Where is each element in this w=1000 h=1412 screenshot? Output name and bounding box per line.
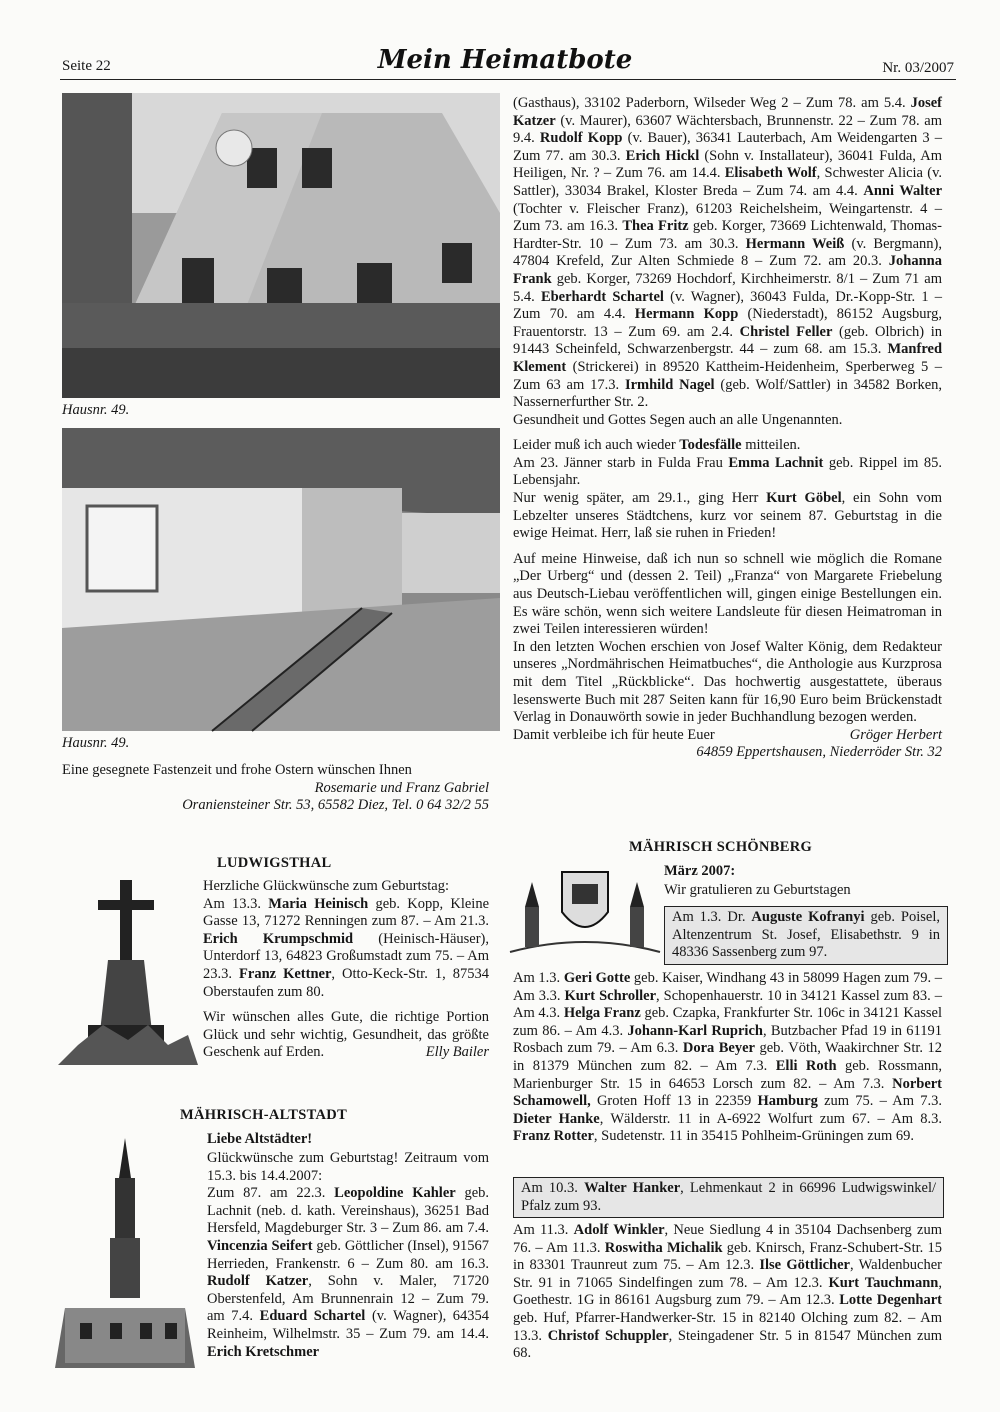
altstadt-heading: MÄHRISCH-ALTSTADT: [180, 1107, 348, 1123]
schoenberg-intro: Wir gratulieren zu Geburtstagen: [664, 882, 851, 898]
issue-number: Nr. 03/2007: [882, 60, 954, 76]
crucifix-illustration: [58, 875, 198, 1070]
highlight-box-kofranyi: Am 1.3. Dr. Auguste Kofranyi geb. Poisel, Altenzentrum St. Josef, Elisabethstr. 9 in 48336 Sassenberg zum 97.: [664, 906, 948, 965]
greeting-address: Oraniensteiner Str. 53, 65582 Diez, Tel. 0 64 32/2 55: [182, 797, 489, 814]
right-column-article: [513, 95, 942, 762]
death-notices: Leider muß ich auch wieder Todesfälle mitteilen. Am 23. Jänner starb in Fulda Frau Emma Lachnit geb. Rippel im 85. Lebensjahr. Nur wenig später, am 29.1., ging Herr Kurt Göbel, ein Sohn vom Lebzelter unseres Städtchens, kurz vor seinem 87. Geburtstag in die ewige Heimat. Herr, laß sie ruhen in Frieden!: [513, 437, 943, 542]
photo-caption-2: Hausnr. 49.: [62, 735, 130, 751]
easter-greeting: [62, 762, 489, 815]
page-number: Seite 22: [62, 58, 111, 74]
schoenberg-heading: MÄHRISCH SCHÖNBERG: [629, 839, 813, 855]
ludwigsthal-article: [203, 878, 489, 1070]
altstadt-article: [207, 1150, 489, 1369]
house-photo-2: [62, 428, 500, 731]
ludwigsthal-birthdays: Am 13.3. Maria Heinisch geb. Kopp, Kleine Gasse 13, 71272 Renningen zum 87. – Am 21.3. Erich Krumpschmid (Heinisch-Häuser), Unterdorf 13, 64823 Großumstadt zum 75. – Am 23.3. Franz Kettner, Otto-Keck-Str. 1, 87534 Oberstaufen zum 80.: [203, 895, 490, 1000]
signature-address: 64859 Eppertshausen, Niederröder Str. 32: [696, 744, 942, 761]
book-paragraph: In den letzten Wochen erschien von Josef Walter König, dem Redakteur unseres „Nordmährischen Heimatbuches“, die Anthologie aus Kurzprosa mit dem Titel „Rückblicke“. Das hochwertig ausgestattete, überaus lesenswerte Buch mit 287 Seiten kann für 16,90 Euro beim Brückenstadt Verlag in Donauwörth sowie in jeder Buchhandlung bezogen werden.: [513, 638, 942, 726]
novel-paragraph: Auf meine Hinweise, daß ich nun so schnell wie möglich die Romane „Der Urberg“ und (dessen 2. Teil) „Franza“ von Margarete Friebelung aus Deutsch-Liebau veröffentlichen will, gingen einige Bestellungen ein. Es wäre schön, wenn sich weitere Landsleute für diesen Heimatroman in zwei Teilen interessieren würden!: [513, 550, 942, 638]
header-rule: [60, 79, 956, 80]
greeting-names: Rosemarie und Franz Gabriel: [314, 779, 489, 796]
altstadt-subheading: Liebe Altstädter!: [207, 1131, 313, 1147]
house-photo-1: [62, 93, 500, 398]
schoenberg-subheading: März 2007:: [664, 863, 736, 879]
ludwigsthal-heading: LUDWIGSTHAL: [217, 855, 332, 871]
signature-line: Damit verbleibe ich für heute Euer Gröger Herbert: [513, 726, 942, 743]
greeting-text: Eine gesegnete Fastenzeit und frohe Ostern wünschen Ihnen: [62, 762, 412, 778]
highlight-box-hanker: Am 10.3. Walter Hanker, Lehmenkaut 2 in 66996 Ludwigswinkel/ Pfalz zum 93.: [513, 1177, 944, 1218]
birthday-list-continued: (Gasthaus), 33102 Paderborn, Wilseder Weg 2 – Zum 78. am 5.4. Josef Katzer (v. Maurer), 63607 Wächtersbach, Brunnenstr. 22 – Zum 78. am 9.4. Rudolf Kopp (v. Bauer), 36341 Lauterbach, Am Weidengarten 3 – Zum 77. am 30.3. Erich Hickl (Sohn v. Installateur), 36041 Fulda, Am Heiligen, Nr. ? – Zum 76. am 14.4. Elisabeth Wolf, Schwester Alicia (v. Sattler), 33034 Brakel, Kloster Breda – Zum 74. am 4.4. Anni Walter (Tochter v. Fleischer Franz), 61203 Reichelsheim, Weingartenstr. 4 – Zum 73. am 16.3. Thea Fritz geb. Korger, 73669 Lichtenwald, Thomas-Hardter-Str. 10 – Zum 73. am 30.3. Hermann Weiß (v. Bergmann), 47804 Krefeld, Zur Alten Schmiede 8 – Zum 72. am 20.3. Johanna Frank geb. Korger, 73269 Hochdorf, Kirchheimerstr. 8/1 – Zum 71 am 5.4. Eberhardt Schartel (v. Wagner), 36043 Fulda, Dr.-Kopp-Str. 1 – Zum 70. am 4.4. Hermann Kopp (Niederstadt), 86152 Augsburg, Frauentorstr. 13 – Zum 69. am 2.4. Christel Feller (geb. Olbrich) in 91443 Scheinfeld, Schwarzenbergstr. 44 – zum 68. am 15.3. Manfred Klement (Strickerei) in 89520 Kattheim-Heidenheim, Sperberweg 5 – Zum 63 am 17.3. Irmhild Nagel (geb. Wolf/Sattler) in 34582 Borken, Nassernerfurther Str. 2. Gesundheit und Gottes Segen auch an alle Ungenannten.: [513, 95, 943, 428]
church-illustration: [55, 1138, 195, 1368]
photo-caption-1: Hausnr. 49.: [62, 402, 130, 418]
schoenberg-birthdays-1: Am 1.3. Geri Gotte geb. Kaiser, Windhang 43 in 58099 Hagen zum 79. – Am 3.3. Kurt Schroller, Schopenhauerstr. 10 in 34121 Kassel zum 83. – Am 4.3. Helga Franz geb. Czapka, Frankfurter Str. 106c in 34121 Kassel zum 86. – Am 4.3. Johann-Karl Ruprich, Butzbacher Pfad 19 in 61191 Rosbach zum 79. – Am 6.3. Dora Beyer geb. Vöth, Waakirchner Str. 12 in 81379 München zum 82. – Am 7.3. Elli Roth geb. Rossmann, Marienburger Str. 15 in 64653 Lorsch zum 82. – Am 7.3. Norbert Schamowell, Groten Hoff 13 in 22359 Hamburg zum 75. – Am 7.3. Dieter Hanke, Wälderstr. 11 in A-6922 Wolfurt zum 67. – Am 8.3. Franz Rotter, Sudetenstr. 11 in 35415 Pohlheim-Grüningen zum 69.: [513, 970, 943, 1145]
town-coat-of-arms-illustration: [510, 862, 660, 957]
ludwigsthal-intro: Herzliche Glückwünsche zum Geburtstag:: [203, 878, 450, 894]
altstadt-intro: Glückwünsche zum Geburtstag! Zeitraum vom 15.3. bis 14.4.2007:: [207, 1150, 489, 1184]
ludwigsthal-wish: Wir wünschen alles Gute, die richtige Portion Glück und sehr wichtig, Gesundheit, das größte Geschenk auf Erden. Elly Bailer: [203, 1009, 489, 1061]
masthead-logo: [377, 38, 633, 78]
schoenberg-birthdays-2: Am 11.3. Adolf Winkler, Neue Siedlung 4 in 35104 Dachsenberg zum 76. – Am 11.3. Roswitha Michalik geb. Knirsch, Franz-Schubert-Str. 15 in 83301 Traunreut zum 75. – Am 12.3. Ilse Göttlicher, Waldenbucher Str. 91 in 71065 Sindelfingen zum 78. – Am 12.3. Kurt Tauchmann, Goethestr. 1G in 86161 Augsburg zum 79. – Am 12.3. Lotte Degenhart geb. Huf, Pfarrer-Handwerker-Str. 15 in 82140 Olching zum 82. – Am 13.3. Christof Schuppler, Steingadener Str. 5 in 81547 München zum 68.: [513, 1222, 943, 1362]
altstadt-birthdays: Zum 87. am 22.3. Leopoldine Kahler geb. Lachnit (neb. d. kath. Vereinshaus), 36251 Bad Hersfeld, Magdeburger Str. 3 – Zum 86. am 7.4. Vincenzia Seifert geb. Göttlicher (Insel), 91567 Herrieden, Frankenstr. 6 – Zum 80. am 16.3. Rudolf Katzer, Sohn v. Maler, 71720 Oberstenfeld, Am Brunnenrain 12 – Zum 79. am 7.4. Eduard Schartel (v. Wagner), 64354 Reinheim, Wilhelmstr. 35 – Zum 79. am 14.4. Erich Kretschmer: [207, 1185, 490, 1360]
svg-text:Mein Heimatbote: Mein Heimatbote: [377, 45, 633, 75]
